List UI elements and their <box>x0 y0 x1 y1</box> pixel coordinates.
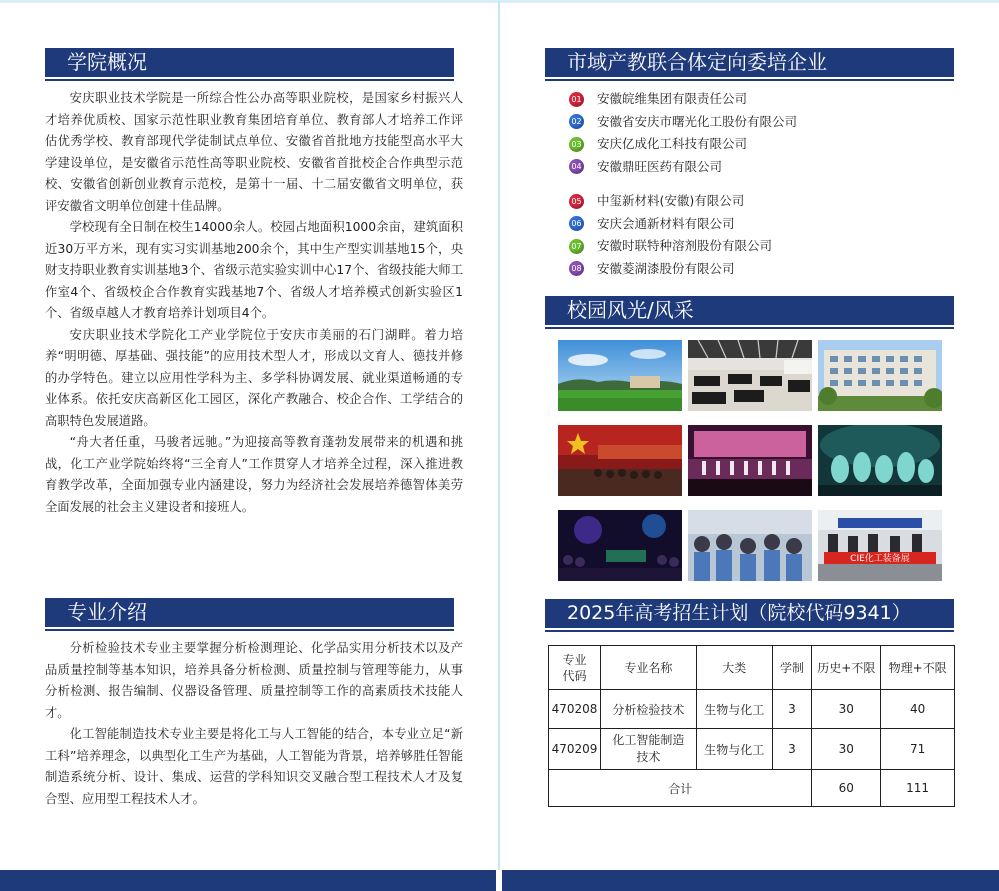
column-header <box>549 646 601 690</box>
overview-paragraph: 学校现有全日制在校生14000余人。校园占地面积1000余亩，建筑面积近30万平方米，现有实习实训基地200余个，其中生产型实训基地15个，央财支持职业教育实训基地3个、省级示范实验实训中心17个、省级技能大师工作室4个、省级校企合作教育实践基地7个、省级人才培养模式创新实验区1个、省级卓越人才教育培养计划项目4个。 <box>45 220 463 320</box>
enterprise-list-b <box>569 190 772 280</box>
overview-text <box>45 88 463 518</box>
major-paragraph: 分析检验技术专业主要掌握分析检测理论、化学品实用分析技术以及产品质量控制等基本知识，培养具备分析检测、质量控制与管理等能力，从事分析检测、报告编制、仪器设备管理、质量控制等工作的高素质技术技能人才。 <box>45 641 463 720</box>
cell-code: 470208 <box>549 690 601 729</box>
page-fold <box>498 0 500 870</box>
number-badge-icon: 08 <box>569 261 584 276</box>
overview-heading-text: 学院概况 <box>67 50 147 74</box>
photo-computer-lab <box>688 340 812 411</box>
photo-student-fair <box>688 510 812 581</box>
enrollment-table <box>548 645 955 807</box>
enterprise-item <box>569 213 772 236</box>
enterprise-item <box>569 156 797 179</box>
plan-heading <box>545 599 954 628</box>
enterprise-name: 中玺新材料(安徽)有限公司 <box>597 193 745 208</box>
enterprise-name: 安徽省安庆市曙光化工股份有限公司 <box>597 113 798 129</box>
majors-heading <box>45 598 454 627</box>
number-badge-icon: 03 <box>569 137 584 152</box>
cell-category: 生物与化工 <box>696 729 772 770</box>
photo-stage-performance <box>688 425 812 496</box>
cell-years: 3 <box>772 729 812 770</box>
enterprise-name: 安庆会通新材料有限公司 <box>597 215 735 231</box>
cell-name <box>600 729 696 770</box>
table-header-row <box>549 646 955 690</box>
photo-campus-lawn <box>558 340 682 411</box>
number-badge-icon: 04 <box>569 159 584 174</box>
enterprise-name: 安庆亿成化工科技有限公司 <box>597 136 748 151</box>
cell-category: 生物与化工 <box>696 690 772 729</box>
number-badge-icon: 01 <box>569 92 584 107</box>
total-label: 合计 <box>549 770 812 807</box>
photo-night-event <box>558 510 682 581</box>
expo-banner-text: CIE化工装备展 <box>850 554 910 564</box>
number-badge-icon: 02 <box>569 114 584 129</box>
enterprise-item <box>569 133 797 156</box>
cell-history: 30 <box>812 729 881 770</box>
column-header: 物理+不限 <box>881 646 955 690</box>
total-history: 60 <box>812 770 881 807</box>
cell-years: 3 <box>772 690 812 729</box>
cell-physics: 40 <box>881 690 955 729</box>
table-row <box>549 690 955 729</box>
overview-heading <box>45 48 454 77</box>
enterprise-name: 安徽菱湖漆股份有限公司 <box>597 260 735 276</box>
total-physics: 111 <box>881 770 955 807</box>
enterprise-name: 安徽鼎旺医药有限公司 <box>597 158 723 174</box>
photo-expo-banner <box>818 510 942 581</box>
enterprise-item <box>569 111 797 134</box>
campus-heading-text: 校园风光/风采 <box>567 298 694 322</box>
footer-fold <box>496 870 502 891</box>
cell-code: 470209 <box>549 729 601 770</box>
enterprise-name: 安徽时联特种溶剂股份有限公司 <box>597 238 773 253</box>
photo-dance-show <box>818 425 942 496</box>
table-total-row <box>549 770 955 807</box>
photo-building <box>818 340 942 411</box>
column-header: 专业名称 <box>600 646 696 690</box>
enterprise-item <box>569 258 772 281</box>
number-badge-icon: 05 <box>569 194 584 209</box>
number-badge-icon: 06 <box>569 216 584 231</box>
overview-paragraph: “舟大者任重，马骏者远驰。”为迎接高等教育蓬勃发展带来的机遇和挑战，化工产业学院始终将“三全育人”工作贯穿人才培养全过程，深入推进教育教学改革，全面加强专业内涵建设，努力为经济社会发展培养德智体美劳全面发展的社会主义建设者和接班人。 <box>45 435 463 514</box>
column-header-text: 专业代码 <box>562 652 587 683</box>
enterprise-item <box>569 190 772 213</box>
plan-heading-text: 2025年高考招生计划（院校代码9341） <box>567 602 911 624</box>
cell-name: 分析检验技术 <box>600 690 696 729</box>
campus-heading <box>545 296 954 325</box>
overview-paragraph: 安庆职业技术学院是一所综合性公办高等职业院校，是国家乡村振兴人才培养优质校、国家示范性职业教育集团培育单位、教育部人才培养工作评估优秀学校、教育部现代学徒制试点单位、安徽省首批地方技能型高水平大学建设单位，是安徽省示范性高等职业院校、安徽省首批校企合作典型示范校、安徽省创新创业教育示范校，是第十一届、十二届安徽省文明单位，获评安徽省文明单位创建十佳品牌。 <box>45 91 463 213</box>
enterprises-heading-text: 市域产教联合体定向委培企业 <box>567 50 827 74</box>
enterprise-name: 安徽皖维集团有限责任公司 <box>597 91 748 106</box>
column-header: 大类 <box>696 646 772 690</box>
major-paragraph: 化工智能制造技术专业主要是将化工与人工智能的结合，本专业立足“新工科”培养理念，以典型化工生产为基础，人工智能为背景，培养够胜任智能制造系统分析、设计、集成、运营的学科知识交叉融合型工程技术人才及复合型、应用型工程技术人才。 <box>45 727 463 806</box>
photo-exhibition-hall <box>558 425 682 496</box>
majors-text <box>45 638 463 810</box>
table-row <box>549 729 955 770</box>
majors-heading-text: 专业介绍 <box>67 600 147 624</box>
cell-history: 30 <box>812 690 881 729</box>
column-header: 历史+不限 <box>812 646 881 690</box>
enterprise-item <box>569 235 772 258</box>
cell-physics: 71 <box>881 729 955 770</box>
number-badge-icon: 07 <box>569 239 584 254</box>
enterprises-heading <box>545 48 954 77</box>
enterprise-item <box>569 88 797 111</box>
enterprise-list-a <box>569 88 797 178</box>
column-header: 学制 <box>772 646 812 690</box>
cell-name-text: 化工智能制造技术 <box>612 733 685 764</box>
overview-paragraph: 安庆职业技术学院化工产业学院位于安庆市美丽的石门湖畔。着力培养“明明德、厚基础、强技能”的应用技术型人才，形成以文育人、德技并修的办学特色。建立以应用性学科为主、多学科协调发展、就业渠道畅通的专业体系。依托安庆高新区化工园区，深化产教融合、校企合作、工学结合的高职特色发展道路。 <box>45 327 463 428</box>
